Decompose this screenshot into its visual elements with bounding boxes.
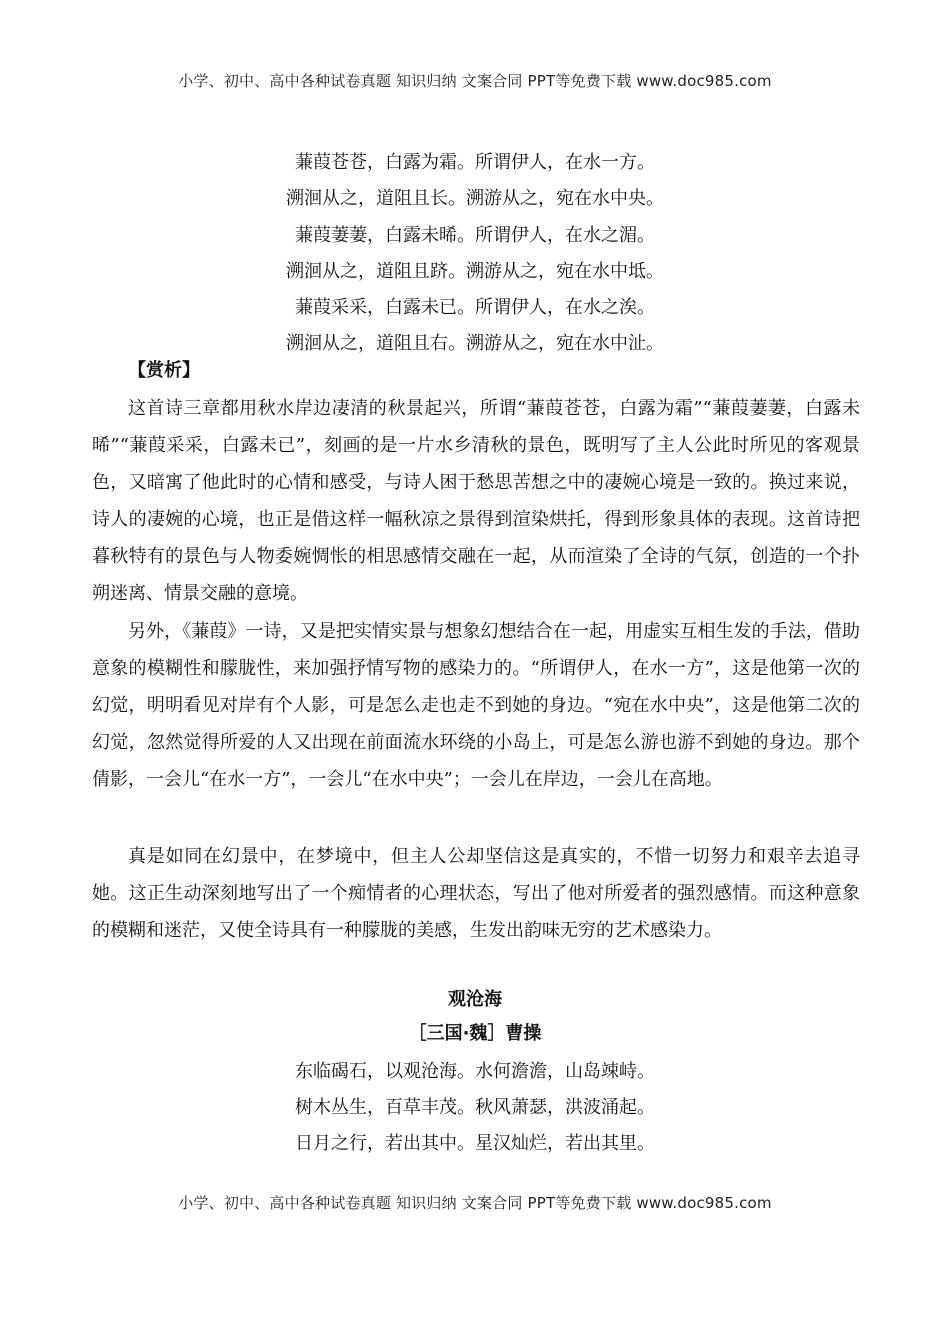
page-header: 小学、初中、高中各种试卷真题 知识归纳 文案合同 PPT等免费下载 www.doc985.com xyxy=(178,72,772,90)
poem-title: 观沧海 xyxy=(448,989,502,1010)
poem-line: 蒹葭苍苍，白露为霜。所谓伊人，在水一方。 xyxy=(295,152,655,173)
poem-author: ［三国·魏］曹操 xyxy=(408,1023,542,1044)
poem-line: 树木丛生，百草丰茂。秋风萧瑟，洪波涌起。 xyxy=(295,1097,655,1118)
poem-line: 蒹葭萋萋，白露未晞。所谓伊人，在水之湄。 xyxy=(295,224,655,246)
appreciation-paragraph: 真是如同在幻景中，在梦境中，但主人公却坚信这是真实的，不惜一切努力和艰辛去追寻她。这正生动深刻地写出了一个痴情者的心理状态，写出了他对所爱者的强烈感情。而这种意象的模糊和迷茫，又使全诗具有一种朦胧的美感，生发出韵味无穷的艺术感染力。 xyxy=(92,846,860,941)
appreciation-paragraph: 这首诗三章都用秋水岸边凄清的秋景起兴，所谓“蒹葭苍苍，白露为霜”“蒹葭萋萋，白露未晞”“蒹葭采采，白露未已”，刻画的是一片水乡清秋的景色，既明写了主人公此时所见的客观景色，又暗寓了他此时的心情和感受，与诗人困于愁思苦想之中的凄婉心境是一致的。换过来说，诗人的凄婉的心境，也正是借这样一幅秋凉之景得到渲染烘托，得到形象具体的表现。这首诗把暮秋特有的景色与人物委婉惆怅的相思感情交融在一起，从而渲染了全诗的气氛，创造的一个扑朔迷离、情景交融的意境。 xyxy=(92,398,860,604)
appreciation-paragraph: 另外，《蒹葭》一诗，又是把实情实景与想象幻想结合在一起，用虚实互相生发的手法，借助意象的模糊性和朦胧性，来加强抒情写物的感染力的。“所谓伊人，在水一方”，这是他第一次的幻觉，明明看见对岸有个人影，可是怎么走也走不到她的身边。“宛在水中央”，这是他第二次的幻觉，忽然觉得所爱的人又出现在前面流水环绕的小岛上，可是怎么游也游不到她的身边。那个倩影，一会儿“在水一方”，一会儿“在水中央”；一会儿在岸边，一会儿在高地。 xyxy=(92,621,860,790)
poem-line: 溯洄从之，道阻且长。溯游从之，宛在水中央。 xyxy=(286,188,664,210)
poem-line: 蒹葭采采，白露未已。所谓伊人，在水之涘。 xyxy=(295,297,655,319)
poem-line: 日月之行，若出其中。星汉灿烂，若出其里。 xyxy=(295,1133,655,1154)
poem-line: 溯洄从之，道阻且跻。溯游从之，宛在水中坻。 xyxy=(286,260,664,282)
poem-guancanghai xyxy=(0,1054,950,1162)
poem-line: 东临碣石，以观沧海。水何澹澹，山岛竦峙。 xyxy=(295,1061,655,1082)
poem-jianjia xyxy=(0,145,950,363)
poem-line: 溯洄从之，道阻且右。溯游从之，宛在水中沚。 xyxy=(286,333,664,355)
appreciation-heading: 【赏析】 xyxy=(128,360,200,381)
page-footer: 小学、初中、高中各种试卷真题 知识归纳 文案合同 PPT等免费下载 www.doc985.com xyxy=(178,1194,772,1212)
